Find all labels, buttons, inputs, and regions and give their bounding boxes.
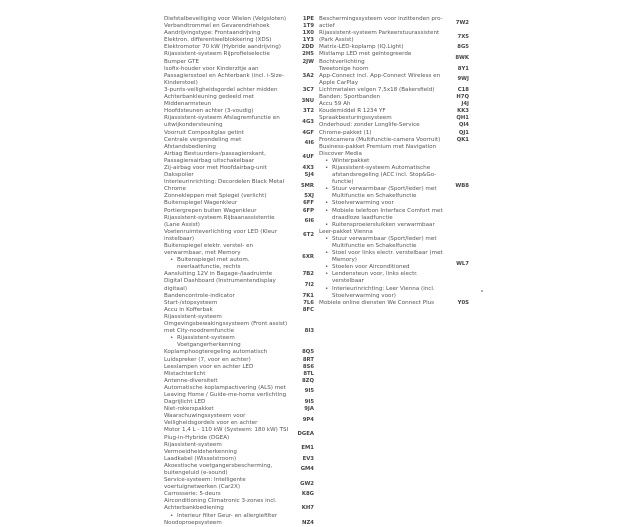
option-row bbox=[164, 491, 314, 498]
option-row bbox=[164, 293, 314, 300]
option-sub-list bbox=[164, 257, 290, 271]
option-code: 9WJ bbox=[457, 76, 469, 83]
option-description bbox=[164, 51, 294, 58]
option-label: Luidspreker (7, voor en achter) bbox=[164, 356, 251, 363]
option-label: Leer-pakket Vienna bbox=[319, 228, 373, 235]
option-row bbox=[319, 73, 469, 87]
option-description bbox=[319, 87, 449, 94]
option-code: C18 bbox=[457, 86, 469, 93]
option-label: Carrosserie: 5-deurs bbox=[164, 491, 221, 498]
option-row bbox=[164, 208, 314, 215]
option-description bbox=[319, 66, 449, 73]
option-label: Dakspoiler bbox=[164, 172, 194, 179]
option-description bbox=[319, 144, 449, 229]
option-label: Beschermingssysteem voor inzittenden pro-actief bbox=[319, 16, 443, 30]
option-description bbox=[164, 378, 294, 385]
option-label: Motor 1,4 L - 110 kW (Systeem: 180 kW) TSI Plug-in-Hybride (DGEA) bbox=[164, 427, 289, 441]
option-description bbox=[164, 108, 294, 115]
option-row bbox=[164, 243, 314, 271]
option-row bbox=[319, 94, 469, 101]
option-description bbox=[319, 73, 449, 87]
option-row bbox=[164, 477, 314, 491]
option-code: 8RT bbox=[302, 356, 314, 363]
option-code: 6XR bbox=[302, 253, 314, 260]
option-label: Chrome-pakket (1) bbox=[319, 129, 372, 136]
option-row bbox=[319, 115, 469, 122]
option-label: Koplamphoogteregeling automatisch bbox=[164, 349, 268, 356]
option-label: Digital Dashboard (Instrumentendisplay digitaal) bbox=[164, 278, 276, 292]
option-code: 3T2 bbox=[303, 108, 314, 115]
option-label: Mistlamp LED met geïntegreerde Bochtverlichting bbox=[319, 51, 412, 65]
option-row bbox=[164, 520, 314, 527]
option-code: 6FF bbox=[303, 200, 314, 207]
option-label: Voetenruimteverlichting voor LED (Kleur instelbaar) bbox=[164, 228, 277, 242]
option-sub-list bbox=[319, 158, 445, 229]
option-label: Elektron. differentieelblokkering (XDS) bbox=[164, 37, 272, 44]
option-sub-item: • Ruitensproeiersluikken verwarmbaar bbox=[324, 222, 445, 229]
option-description bbox=[319, 51, 449, 65]
option-code: 8WK bbox=[455, 55, 469, 62]
option-code: QJ1 bbox=[458, 129, 469, 136]
option-description bbox=[164, 30, 294, 37]
option-label: Mistachterlicht bbox=[164, 370, 206, 377]
option-description bbox=[319, 108, 449, 115]
option-description bbox=[319, 130, 449, 137]
option-code: 3NU bbox=[301, 97, 314, 104]
option-description bbox=[164, 37, 294, 44]
option-description bbox=[164, 371, 294, 378]
option-label: Antenne-diversiteit bbox=[164, 377, 218, 384]
option-description bbox=[164, 193, 294, 200]
option-code: 8ZQ bbox=[301, 377, 314, 384]
option-sub-item: • Stoelverwarming voor bbox=[324, 200, 445, 207]
option-label: Frontcamera (Multifunctie-camera Voorruit) bbox=[319, 136, 441, 143]
option-label: Buitenspiegel elektr. verstel- en verwarmbaar, met Memory bbox=[164, 243, 254, 257]
option-row bbox=[164, 200, 314, 207]
option-code: QK1 bbox=[456, 136, 469, 143]
option-label: Onderhoud: zonder Longlife-Service bbox=[319, 122, 420, 129]
option-code: DGEA bbox=[297, 430, 314, 437]
option-description bbox=[164, 172, 294, 179]
option-row bbox=[164, 378, 314, 385]
option-code: 2DD bbox=[301, 44, 314, 51]
option-code: 3C7 bbox=[302, 86, 314, 93]
option-label: Verbandtrommel en Gevarendriehoek bbox=[164, 23, 270, 30]
option-code: J4J bbox=[461, 101, 469, 108]
option-description bbox=[164, 413, 294, 427]
option-row bbox=[164, 59, 314, 66]
option-code: GM4 bbox=[300, 466, 314, 473]
option-description bbox=[164, 130, 294, 137]
option-row bbox=[319, 144, 469, 229]
option-row bbox=[319, 66, 469, 73]
option-code: 8Y1 bbox=[457, 65, 469, 72]
option-code: KH7 bbox=[301, 505, 314, 512]
option-label: Waarschuwingssysteem voor Veiligheidsgordels voor en achter bbox=[164, 413, 258, 427]
option-label: Achterbankleuning gedeeld met Middenarmsteun bbox=[164, 94, 254, 108]
option-description bbox=[164, 23, 294, 30]
option-row bbox=[319, 101, 469, 108]
option-row bbox=[319, 30, 469, 44]
option-label: Accu in Kofferbak bbox=[164, 306, 213, 313]
option-code: 7B2 bbox=[302, 271, 314, 278]
option-code: 1PE bbox=[302, 16, 314, 22]
option-label: Bandencontrole-indicator bbox=[164, 292, 235, 299]
option-row bbox=[319, 122, 469, 129]
option-code: 4I6 bbox=[304, 140, 314, 147]
option-label: Diefstalbeveiliging voor Wielen (Velgsloten) bbox=[164, 16, 287, 22]
option-sub-item: • Stoel voor links electr. verstelbaar (met Memory) bbox=[324, 250, 445, 264]
option-description bbox=[164, 59, 294, 66]
option-sub-item: • Rijassistent-systeem Voetgangerherkenning bbox=[169, 335, 290, 349]
option-code: 4GF bbox=[302, 129, 314, 136]
option-row bbox=[164, 137, 314, 151]
option-label: Rijassistent-systeem Omgevingsbewakingssysteem (Front assist) met City-noodremfunctie bbox=[164, 313, 288, 335]
option-description bbox=[164, 357, 294, 364]
option-row bbox=[164, 413, 314, 427]
option-label: Niet-rokerspakket bbox=[164, 406, 214, 413]
option-label: Tweetonige hoorn bbox=[319, 65, 369, 72]
option-row bbox=[164, 23, 314, 30]
option-label: Portiergrepen buiten Wagenkleur bbox=[164, 207, 257, 214]
option-sub-item: • Lendensteun voor, links electr. verstelbaar bbox=[324, 271, 445, 285]
option-row bbox=[164, 165, 314, 172]
option-row bbox=[164, 399, 314, 406]
option-description bbox=[164, 179, 294, 193]
option-label: Rijassistent-systeem Parkeerstuurassistent (Park Assist) bbox=[319, 30, 440, 44]
option-code: 8FC bbox=[302, 306, 314, 313]
option-row bbox=[164, 30, 314, 37]
option-code: 8I3 bbox=[304, 328, 314, 335]
option-row bbox=[164, 37, 314, 44]
option-row bbox=[319, 108, 469, 115]
option-description bbox=[164, 406, 294, 413]
option-row bbox=[164, 16, 314, 23]
option-description bbox=[164, 456, 294, 463]
option-row bbox=[164, 385, 314, 399]
option-code: 3A2 bbox=[302, 72, 314, 79]
option-code: Y0S bbox=[457, 299, 469, 306]
option-label: Mobiele online diensten We Connect Plus bbox=[319, 299, 435, 306]
option-code: H7Q bbox=[456, 94, 469, 101]
option-description bbox=[164, 151, 294, 165]
option-row bbox=[164, 51, 314, 58]
option-description bbox=[319, 122, 449, 129]
options-column-left bbox=[164, 16, 314, 527]
option-label: Airconditioning Climatronic 3-zones incl. Achterbankbediening bbox=[164, 498, 277, 512]
option-sub-item: • Stoelen voor Airconditioned bbox=[324, 264, 445, 271]
stray-dot bbox=[481, 290, 483, 292]
option-label: Zonnekleppen met Spiegel (verlicht) bbox=[164, 193, 267, 200]
option-code: NZ4 bbox=[302, 519, 314, 526]
option-code: 2JW bbox=[302, 58, 314, 65]
option-description bbox=[319, 229, 449, 300]
option-label: Rijassistent-systeem Rijprofielselectie bbox=[164, 51, 270, 58]
option-row bbox=[319, 51, 469, 65]
option-label: Akoestische voetgangersbescherming, buitengeluid (e-sound) bbox=[164, 462, 273, 476]
option-label: Aansluiting 12V in Bagage-/laadruimte bbox=[164, 271, 273, 278]
option-code: 9P4 bbox=[302, 416, 314, 423]
option-description bbox=[319, 16, 449, 30]
option-code: 1T9 bbox=[303, 23, 314, 30]
option-description bbox=[164, 278, 294, 292]
option-code: WB8 bbox=[455, 182, 469, 189]
option-description bbox=[164, 243, 294, 271]
option-row bbox=[319, 229, 469, 300]
option-row bbox=[164, 314, 314, 349]
option-code: 7K1 bbox=[302, 292, 314, 299]
option-code: 5J4 bbox=[304, 172, 314, 179]
option-code: WL7 bbox=[456, 260, 469, 267]
option-code: 9JA bbox=[304, 406, 314, 413]
option-description bbox=[164, 399, 294, 406]
option-code: 7X5 bbox=[457, 33, 469, 40]
option-row bbox=[164, 442, 314, 456]
option-label: Banden: Sportbanden bbox=[319, 94, 381, 101]
option-label: Service-systeem: Intelligente voertuignetwerken (Car2X) bbox=[164, 477, 246, 491]
option-row bbox=[164, 87, 314, 94]
option-label: Elektromotor 70 kW (Hybride aandrijving) bbox=[164, 44, 281, 51]
option-row bbox=[319, 87, 469, 94]
option-row bbox=[164, 364, 314, 371]
option-code: GW2 bbox=[300, 480, 314, 487]
option-description bbox=[164, 200, 294, 207]
option-row bbox=[164, 456, 314, 463]
option-description bbox=[164, 314, 294, 349]
option-description bbox=[164, 16, 294, 23]
option-label: Start-/stopsysteem bbox=[164, 299, 218, 306]
option-description bbox=[164, 491, 294, 498]
option-code: K8G bbox=[301, 491, 314, 498]
option-row bbox=[319, 44, 469, 51]
option-code: 7I2 bbox=[304, 282, 314, 289]
option-description bbox=[164, 66, 294, 87]
option-label: Dagrijlicht LED bbox=[164, 399, 206, 406]
option-row bbox=[164, 229, 314, 243]
option-code: 4G3 bbox=[302, 118, 314, 125]
option-description bbox=[164, 385, 294, 399]
option-label: Isofix-houder voor Kinderzitje aan Passagiersstoel en Achterbank (incl. i-Size-Kinderstoel) bbox=[164, 65, 285, 86]
option-description bbox=[164, 442, 294, 456]
option-row bbox=[164, 130, 314, 137]
option-sub-item: • Stuur verwarmbaar (Sport/leder) met Multifunctie en Schakelfunctie bbox=[324, 186, 445, 200]
option-row bbox=[164, 179, 314, 193]
option-code: 8S6 bbox=[302, 363, 314, 370]
option-row bbox=[164, 44, 314, 51]
option-row bbox=[164, 66, 314, 87]
option-code: 2H5 bbox=[302, 51, 314, 58]
option-description bbox=[164, 215, 294, 229]
option-code: 5MR bbox=[300, 182, 314, 189]
option-row bbox=[164, 278, 314, 292]
option-label: Airbag Bestuurders-/passagierskant, Passagiersairbag uitschakelbaar bbox=[164, 150, 266, 164]
option-description bbox=[319, 137, 449, 144]
option-row bbox=[164, 172, 314, 179]
option-sub-list bbox=[164, 335, 290, 349]
option-code: 9I5 bbox=[304, 399, 314, 406]
option-label: Matrix-LED-koplamp (IQ.Light) bbox=[319, 44, 404, 51]
option-label: Aandrijvingstype: Frontaandrijving bbox=[164, 30, 261, 37]
option-label: Hoofdsteunen achter (3-voudig) bbox=[164, 108, 254, 115]
option-code: 9I5 bbox=[304, 388, 314, 395]
option-row bbox=[319, 16, 469, 30]
option-code: 8G5 bbox=[457, 44, 469, 51]
option-row bbox=[319, 130, 469, 137]
option-row bbox=[319, 300, 469, 307]
option-description bbox=[319, 300, 449, 307]
option-row bbox=[164, 349, 314, 356]
option-code: 8TL bbox=[303, 370, 314, 377]
option-label: Bumper GTE bbox=[164, 58, 199, 65]
option-row bbox=[319, 137, 469, 144]
option-row bbox=[164, 215, 314, 229]
option-code: 1Y3 bbox=[302, 37, 314, 44]
option-row bbox=[164, 427, 314, 441]
option-description bbox=[164, 349, 294, 356]
option-sub-list bbox=[164, 513, 290, 520]
option-code: QI4 bbox=[458, 122, 469, 129]
option-description bbox=[164, 94, 294, 108]
option-description bbox=[164, 477, 294, 491]
option-description bbox=[164, 520, 294, 527]
option-row bbox=[164, 94, 314, 108]
option-description bbox=[319, 94, 449, 101]
option-row bbox=[164, 371, 314, 378]
option-description bbox=[164, 44, 294, 51]
option-row bbox=[164, 357, 314, 364]
option-label: Rijassistent-systeem Vermoeidheidsherkenning bbox=[164, 441, 237, 455]
option-label: Koudemiddel R 1234 YF bbox=[319, 108, 386, 115]
option-code: 7L6 bbox=[303, 299, 314, 306]
option-label: Rijassistent-systeem Rijbaanassistentie (Lane Assist) bbox=[164, 214, 275, 228]
option-row bbox=[164, 193, 314, 200]
option-code: 6I6 bbox=[304, 218, 314, 225]
option-description bbox=[319, 44, 449, 51]
option-code: 7W2 bbox=[455, 19, 469, 26]
option-row bbox=[164, 151, 314, 165]
option-description bbox=[164, 137, 294, 151]
option-code: 6T2 bbox=[303, 232, 314, 239]
option-row bbox=[164, 300, 314, 307]
option-description bbox=[164, 427, 294, 441]
option-label: Business-pakket Premium met Navigation Discover Media bbox=[319, 143, 437, 157]
option-description bbox=[164, 87, 294, 94]
option-row bbox=[164, 498, 314, 519]
option-code: 8Q5 bbox=[302, 349, 314, 356]
option-description bbox=[164, 229, 294, 243]
option-label: Buitenspiegel Wagenkleur bbox=[164, 200, 238, 207]
option-description bbox=[164, 498, 294, 519]
option-code: QH1 bbox=[456, 115, 469, 122]
option-label: Laadkabel (Wisselstroom) bbox=[164, 455, 237, 462]
option-code: 4X3 bbox=[302, 164, 314, 171]
option-label: Leeslampen voor en achter LED bbox=[164, 363, 254, 370]
option-code: KK3 bbox=[457, 108, 469, 115]
option-sub-item: • Winterpakket bbox=[324, 158, 445, 165]
option-sub-list bbox=[319, 236, 445, 300]
option-label: App-Connect incl. App-Connect Wireless en Apple CarPlay bbox=[319, 72, 441, 86]
option-code: 6FP bbox=[302, 207, 314, 214]
option-row bbox=[164, 463, 314, 477]
option-row bbox=[164, 108, 314, 115]
option-description bbox=[164, 300, 294, 307]
option-label: Automatische koplampactivering (ALS) met Leaving Home / Guide-me-home verlichting bbox=[164, 384, 287, 398]
option-code: EM1 bbox=[301, 445, 314, 452]
option-sub-item: • Buitenspiegel met autom. neerlaatfunctie, rechts bbox=[169, 257, 290, 271]
option-label: Voorruit Compositglas getint bbox=[164, 129, 244, 136]
option-description bbox=[164, 271, 294, 278]
option-sub-item: • Stuur verwarmbaar (Sport/leder) met Multifunctie en Schakelfunctie bbox=[324, 236, 445, 250]
option-code: EV3 bbox=[302, 455, 314, 462]
option-description bbox=[164, 208, 294, 215]
options-column-right bbox=[319, 16, 469, 307]
option-label: Spraakbesturingssysteem bbox=[319, 115, 392, 122]
option-label: Noodoproepsysteem bbox=[164, 519, 222, 526]
option-label: Accu 59 Ah bbox=[319, 101, 351, 108]
option-description bbox=[164, 165, 294, 172]
option-description bbox=[164, 293, 294, 300]
option-description bbox=[164, 463, 294, 477]
option-description bbox=[164, 115, 294, 129]
option-code: 4UF bbox=[302, 154, 314, 161]
option-sub-item: • Mobiele telefoon Interface Comfort met draadloze laadfunctie bbox=[324, 208, 445, 222]
option-label: Zij-airbag voor met Hoofdairbag-unit bbox=[164, 164, 267, 171]
option-description bbox=[319, 115, 449, 122]
option-sub-item: • Interieur filter Geur- en allergiefilter bbox=[169, 513, 290, 520]
option-sub-item: • Interieurinrichting: Leer Vienna (incl. Stoelverwarming voor) bbox=[324, 286, 445, 300]
option-sub-item: • Rijassistent-systeem Automatische afstandsregeling (ACC incl. Stop&Go-functie) bbox=[324, 165, 445, 186]
option-row bbox=[164, 115, 314, 129]
option-description bbox=[164, 364, 294, 371]
option-description bbox=[319, 30, 449, 44]
option-label: Centrale vergrendeling met Afstandsbediening bbox=[164, 136, 242, 150]
option-label: Rijassistent-systeem Afslagremfunctie en uitwijkondersteuning bbox=[164, 115, 280, 129]
option-description bbox=[164, 307, 294, 314]
option-description bbox=[319, 101, 449, 108]
option-label: Interieurinrichting: Decordelen Black Metal Chrome bbox=[164, 179, 285, 193]
option-label: 3-punts-veiligheidsgordel achter midden bbox=[164, 86, 278, 93]
option-row bbox=[164, 406, 314, 413]
option-code: 5XJ bbox=[304, 193, 314, 200]
option-code: 1X0 bbox=[302, 30, 314, 37]
option-label: Lichtmetalen velgen 7,5x18 (Bakersfield) bbox=[319, 86, 435, 93]
option-row bbox=[164, 271, 314, 278]
option-row bbox=[164, 307, 314, 314]
